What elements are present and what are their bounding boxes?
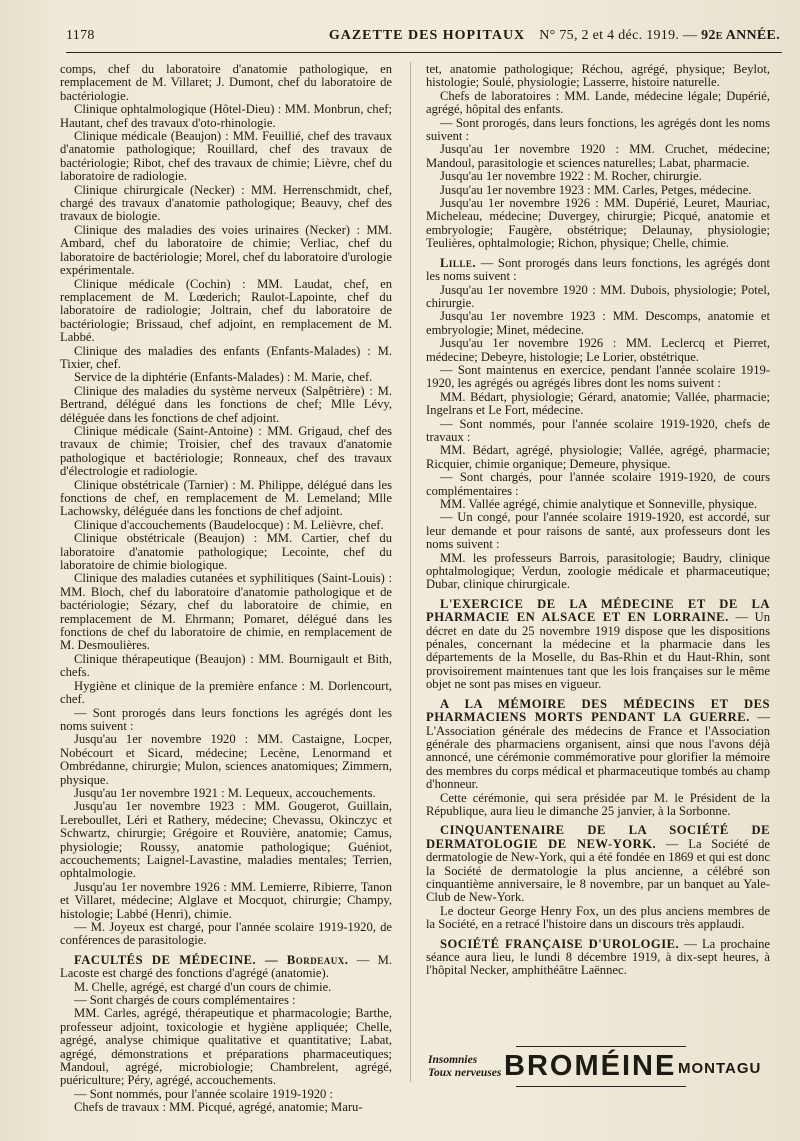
paragraph-text: — Sont prorogés, dans leurs fonctions, les agrégés dont les noms suivent : [426, 115, 770, 144]
paragraph [426, 792, 770, 819]
paragraph [426, 552, 770, 592]
paragraph [426, 598, 770, 692]
paragraph-text: Chefs de travaux : MM. Picqué, agrégé, anatomie; Maru- [74, 1100, 363, 1115]
paragraph-text: MM. les professeurs Barrois, parasitologie; Baudry, clinique ophtalmologique; Verdun, zoologie médicale et pharmaceutique; Dubar, clinique chirurgicale. [426, 550, 770, 592]
paragraph [426, 337, 770, 364]
paragraph [60, 733, 392, 787]
paragraph-text: — Sont prorogés dans leurs fonctions, les agrégés dont les noms suivent : [426, 255, 770, 284]
paragraph-text: Jusqu'au 1er novembre 1921 : M. Lequeux, accouchements. [74, 785, 376, 800]
paragraph-text: Clinique obstétricale (Beaujon) : MM. Cartier, chef du laboratoire d'anatomie pathologique; Lecointe, chef du laboratoire de chimie biologique. [60, 531, 392, 573]
paragraph [60, 519, 392, 532]
issue-info [539, 28, 780, 44]
paragraph [426, 117, 770, 144]
section-title: A LA MÉMOIRE DES MÉDECINS ET DES PHARMACIENS MORTS PENDANT LA GUERRE. [426, 696, 770, 725]
issue-date: N° 75, 2 et 4 déc. 1919. — [539, 28, 702, 43]
paragraph [60, 921, 392, 948]
paragraph [426, 90, 770, 117]
ad-rule-bottom [516, 1086, 686, 1087]
paragraph-text: — M. Joyeux est chargé, pour l'année scolaire 1919-1920, de conférences de parasitologie. [60, 920, 392, 948]
paragraph-text: — Un congé, pour l'année scolaire 1919-1920, est accordé, sur leur demande et pour raisons de santé, aux professeurs dont les noms suivent : [426, 510, 770, 552]
paragraph-text: Jusqu'au 1er novembre 1926 : MM. Lemierre, Ribierre, Tanon et Villaret, médecine; Alglave et Mocquot, chirurgie; Champy, histologie; Labbé (Henri), chimie. [60, 879, 392, 921]
paragraph [426, 698, 770, 792]
journal-title: GAZETTE DES HOPITAUX [328, 28, 526, 43]
paragraph-text: — Sont chargés, pour l'année scolaire 1919-1920, de cours complémentaires : [426, 470, 770, 498]
paragraph-text: M. Chelle, agrégé, est chargé d'un cours de chimie. [74, 979, 332, 994]
paragraph [60, 994, 392, 1007]
paragraph [60, 425, 392, 479]
paragraph-text: Jusqu'au 1er novembre 1926 : MM. Dupérié, Leuret, Mauriac, Micheleau, médecine; Duvergey, chirurgie; Picqué, anatomie et embryologie; Faugère, obstétrique; Delaunay, physiologie; Teulières, ophtalmologie; Richon, physique; Chelle, chimie. [426, 196, 770, 251]
paragraph [426, 418, 770, 445]
paragraph-text: Clinique des maladies des enfants (Enfants-Malades) : M. Tixier, chef. [60, 343, 392, 371]
section-title: Lille. [440, 255, 477, 270]
paragraph-text: MM. Bédart, agrégé, physiologie; Vallée, agrégé, pharmacie; Ricquier, chimie organique; Demeure, physique. [426, 443, 770, 471]
paragraph [426, 364, 770, 391]
paragraph [60, 532, 392, 572]
section-title: FACULTÉS DE MÉDECINE. — Bordeaux. [74, 952, 349, 967]
paragraph [60, 1007, 392, 1087]
paragraph-text: Jusqu'au 1er novembre 1923 : MM. Descomps, anatomie et embryologie; Minet, médecine. [426, 309, 770, 337]
paragraph [426, 905, 770, 932]
paragraph-text: — Sont nommés, pour l'année scolaire 1919-1920 : [74, 1086, 333, 1101]
paragraph [426, 143, 770, 170]
paragraph-text: Clinique ophtalmologique (Hôtel-Dieu) : MM. Monbrun, chef; Hautant, chef des travaux d'oto-rhinologie. [60, 102, 392, 130]
paragraph [60, 103, 392, 130]
paragraph-text: Le docteur George Henry Fox, un des plus anciens membres de la Société, en a retracé l'histoire dans un discours très applaudi. [426, 903, 770, 932]
paragraph-text: Hygiène et clinique de la première enfance : M. Dorlencourt, chef. [60, 678, 392, 707]
paragraph-text: Clinique des maladies des voies urinaires (Necker) : MM. Ambard, chef du laboratoire de chimie; Verliac, chef du laboratoire de bactériologie; Morel, chef du laboratoire d'urologie expérimentale. [60, 222, 392, 278]
paragraph [60, 680, 392, 707]
paragraph-text: Jusqu'au 1er novembre 1923 : MM. Gougerot, Guillain, Lereboullet, Léri et Rathery, médecine; Chevassu, Okinczyc et Schwartz, chirurgie; Grégoire et Rouvière, anatomie; Camus, physiologie; Roussy, anatomie pathologique; Guéniot, accouchements; Laignel-Lavastine, maladies mentales; Terrien, ophtalmologie. [60, 799, 392, 881]
paragraph [426, 511, 770, 551]
paragraph [60, 653, 392, 680]
paragraph [426, 471, 770, 498]
paragraph-text: Clinique médicale (Saint-Antoine) : MM. Grigaud, chef des travaux de chimie; Troisier, chef des travaux d'anatomie pathologique et bactériologie; Ronneaux, chef des travaux d'électrologie et radiologie. [60, 423, 392, 479]
page-header [58, 28, 786, 50]
paragraph-text: Clinique médicale (Beaujon) : MM. Feuillié, chef des travaux d'anatomie pathologique; Rouillard, chef des travaux de bactériologie; Ribot, chef des travaux de chimie; Lièvre, chef du laboratoire de radiologie. [60, 129, 392, 184]
paragraph [60, 224, 392, 278]
paragraph [426, 257, 770, 284]
paragraph [60, 278, 392, 345]
paragraph-text: — Sont maintenus en exercice, pendant l'année scolaire 1919-1920, les agrégés ou agrégés libres dont les noms suivent : [426, 362, 770, 391]
paragraph [60, 954, 392, 981]
year-label: 92e ANNÉE. [701, 28, 780, 43]
paragraph-text: Clinique d'accouchements (Baudelocque) : M. Lelièvre, chef. [74, 517, 384, 532]
paragraph [426, 63, 770, 90]
paragraph [426, 444, 770, 471]
paragraph-text: MM. Bédart, physiologie; Gérard, anatomie; Vallée, pharmacie; Ingelrans et Le Fort, médecine. [426, 389, 770, 418]
paragraph-text: — La prochaine séance aura lieu, le lundi 8 décembre 1919, à dix-sept heures, à l'hôpital Necker, amphithéâtre Laënnec. [426, 936, 770, 978]
paragraph [60, 981, 392, 994]
paragraph-text: Clinique des maladies cutanées et syphilitiques (Saint-Louis) : MM. Bloch, chef du laboratoire d'anatomie pathologique et de bactériologie; Sézary, chef du laboratoire de chimie, en remplacement de M. Ehrmann; Pomaret, délégué dans les fonctions de chef du laboratoire de chimie, en remplacement de M. Desmoulières. [60, 571, 392, 653]
left-column [60, 63, 392, 1115]
ad-rule-top [516, 1046, 686, 1047]
paragraph [60, 130, 392, 184]
paragraph-text: — Sont prorogés dans leurs fonctions les agrégés dont les noms suivent : [60, 705, 392, 733]
right-column [426, 63, 770, 978]
paragraph-text: Chefs de laboratoires : MM. Lande, médecine légale; Dupérié, agrégé, hôpital des enfants. [426, 88, 770, 117]
paragraph [60, 881, 392, 921]
paragraph-text: — La Société de dermatologie de New-York, qui a été fondée en 1869 et qui est donc la Société de dermatologie la plus ancienne, a célébré son cinquantième anniversaire, le 8 novembre, par un banquet au Yale-Club de New-York. [426, 836, 771, 905]
paragraph-text: — Un décret en date du 25 novembre 1919 dispose que les dispositions pénales, concernant la médecine et la pharmacie dans les départements de la Moselle, du Bas-Rhin et du Haut-Rhin, sont provisoirement maintenues tant que les lois françaises sur le même objet ne sont pas mises en vigueur. [426, 610, 770, 692]
paragraph-text: tet, anatomie pathologique; Réchou, agrégé, physique; Beylot, histologie; Soulé, physiologie; Lasserre, histoire naturelle. [426, 62, 770, 90]
paragraph [60, 184, 392, 224]
ad-side-line-1: Insomnies [428, 1054, 478, 1066]
ad-side-line-2: Toux nerveuses [428, 1067, 502, 1079]
paragraph-text: Cette cérémonie, qui sera présidée par M. le Président de la République, aura lieu le dimanche 25 janvier, à la Sorbonne. [426, 790, 770, 818]
page-number: 1178 [66, 28, 95, 43]
paragraph [426, 824, 770, 904]
paragraph [426, 391, 770, 418]
paragraph [60, 1088, 392, 1101]
paragraph-text: — Sont nommés, pour l'année scolaire 1919-1920, chefs de travaux : [426, 416, 770, 444]
paragraph [60, 371, 392, 384]
section-title: CINQUANTENAIRE DE LA SOCIÉTÉ DE DERMATOLOGIE DE NEW-YORK. [426, 823, 770, 851]
paragraph [60, 707, 392, 734]
paragraph-text: — M. Lacoste est chargé des fonctions d'agrégé (anatomie). [60, 952, 393, 981]
paragraph [60, 385, 392, 425]
paragraph [426, 284, 770, 311]
paragraph-text: Clinique des maladies du système nerveux (Salpêtrière) : M. Bertrand, délégué dans les fonctions de chef; Mlle Lévy, déléguée dans les fonctions de chef adjoint. [60, 383, 392, 425]
paragraph [426, 170, 770, 183]
paragraph-text: Jusqu'au 1er novembre 1926 : MM. Leclercq et Pierret, médecine; Debeyre, histologie; Le Lorier, obstétrique. [426, 336, 770, 364]
section-title: L'EXERCICE DE LA MÉDECINE ET DE LA PHARMACIE EN ALSACE ET EN LORRAINE. [426, 596, 770, 625]
paragraph-text: Jusqu'au 1er novembre 1922 : M. Rocher, chirurgie. [440, 169, 702, 184]
paragraph [426, 197, 770, 251]
paragraph-text: Clinique thérapeutique (Beaujon) : MM. Bournigault et Bith, chefs. [60, 651, 392, 680]
paragraph [60, 63, 392, 103]
paragraph [60, 1101, 392, 1114]
paragraph-text: — Sont chargés de cours complémentaires : [74, 993, 296, 1008]
paragraph-text: Jusqu'au 1er novembre 1920 : MM. Cruchet, médecine; Mandoul, parasitologie et sciences naturelles; Labat, pharmacie. [426, 142, 770, 170]
paragraph-text: Service de la diphtérie (Enfants-Malades) : M. Marie, chef. [74, 370, 373, 385]
section-title: SOCIÉTÉ FRANÇAISE D'UROLOGIE. [440, 936, 680, 951]
paragraph-text: Jusqu'au 1er novembre 1920 : MM. Castaigne, Locper, Nobécourt et Sicard, médecine; Lecène, Lenormand et Ombrédanne, chirurgie; Mulon, sciences anatomiques; Zimmern, physique. [60, 732, 392, 787]
paragraph-text: Clinique médicale (Cochin) : MM. Laudat, chef, en remplacement de M. Lœderich; Raulot-Lapointe, chef du laboratoire de radiologie; Joltrain, chef du laboratoire de bactériologie; Brissaud, chef adjoint, en remplacement de M. Labbé. [60, 276, 392, 345]
paragraph [60, 345, 392, 372]
paragraph-text: Jusqu'au 1er novembre 1920 : MM. Dubois, physiologie; Potel, chirurgie. [426, 282, 770, 310]
paragraph [426, 938, 770, 978]
paragraph-text: Jusqu'au 1er novembre 1923 : MM. Carles, Petges, médecine. [440, 182, 752, 197]
paragraph [426, 498, 770, 511]
advertisement [428, 1046, 773, 1090]
paragraph [60, 572, 392, 652]
header-rule [66, 52, 782, 53]
paragraph-text: — L'Association générale des médecins de France et l'Association générale des pharmaciens organisent, ainsi que nous l'avons déjà annoncé, une cérémonie commémorative pour glorifier la mémoire des membres du corps médical et pharmaceutique tombés au champ d'honneur. [426, 710, 770, 792]
paragraph [426, 310, 770, 337]
paragraph-text: MM. Vallée agrégé, chimie analytique et Sonneville, physique. [440, 497, 757, 511]
paragraph [60, 800, 392, 880]
paragraph [60, 787, 392, 800]
column-divider [410, 62, 411, 1082]
paragraph-text: MM. Carles, agrégé, thérapeutique et pharmacologie; Barthe, professeur adjoint, toxicologie et hygiène appliquée; Chelle, agrégé, analyse chimique qualitative et quantitative; Labat, agrégé, démonstrations et préparations pharmaceutiques; Mandoul, agrégé, microbiologie; Chambrelent, agrégé, puériculture; Péry, agrégé, accouchements. [60, 1006, 392, 1088]
paragraph-text: Clinique chirurgicale (Necker) : MM. Herrenschmidt, chef, chargé des travaux d'anatomie pathologique; Beauvy, chef des travaux de biologie. [60, 182, 392, 224]
paragraph-text: comps, chef du laboratoire d'anatomie pathologique, en remplacement de M. Villaret; J. Dumont, chef du laboratoire de bactériologie. [60, 62, 392, 103]
paragraph-text: Clinique obstétricale (Tarnier) : M. Philippe, délégué dans les fonctions de chef, en remplacement de M. Lemeland; Mlle Lachowsky, déléguée dans les fonctions de chef adjoint. [60, 477, 392, 519]
paragraph [426, 184, 770, 197]
ad-maker: MONTAGU [678, 1060, 762, 1077]
ad-side-text [428, 1054, 501, 1080]
ad-brand: BROMÉINE [504, 1050, 677, 1082]
paragraph [60, 479, 392, 519]
